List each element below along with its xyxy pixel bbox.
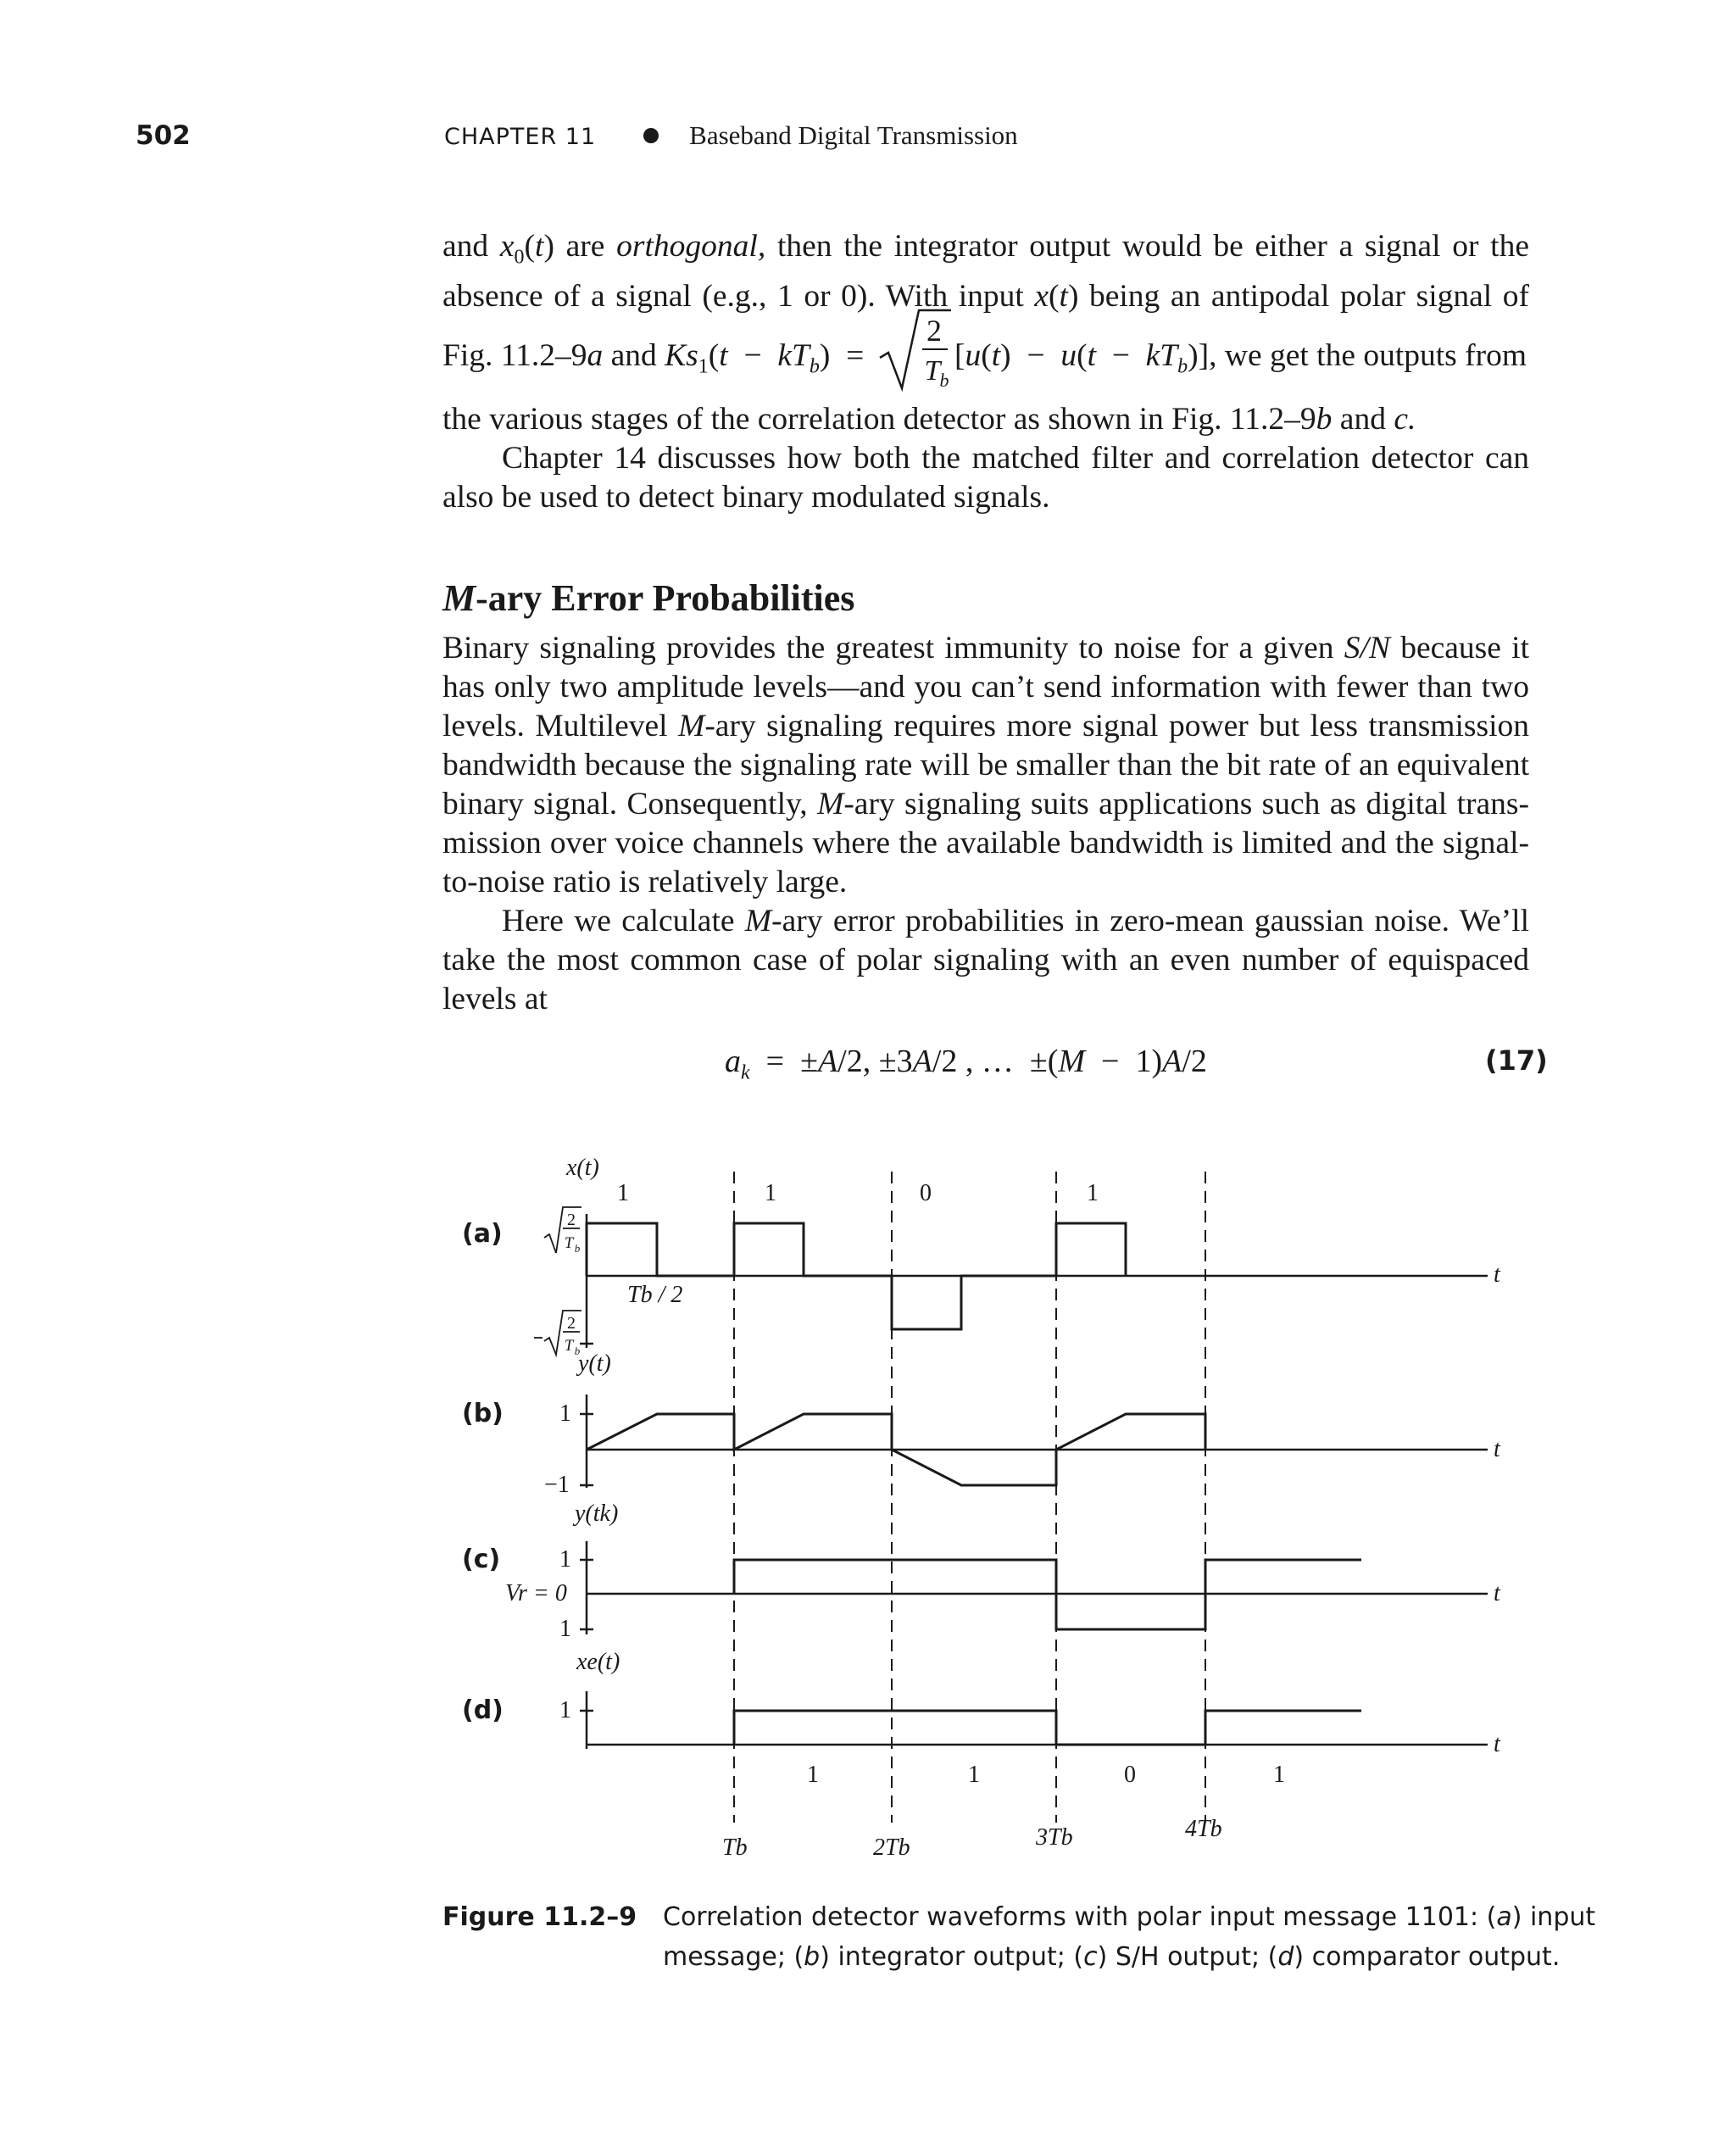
panel-label-c: (c) xyxy=(462,1545,501,1574)
text-line: mission over voice channels where the available bandwidth is limited and the signal- xyxy=(442,826,1529,860)
text-line: absence of a signal (e.g., 1 or 0). With input x(t) being an antipodal polar signal of xyxy=(442,278,1529,314)
running-head xyxy=(444,120,1018,151)
page-number: 502 xyxy=(136,120,191,151)
text-line: binary signal. Consequently, M-ary signaling suits applications such as digital trans- xyxy=(442,787,1529,821)
level-c-ref: Vr = 0 xyxy=(505,1580,567,1606)
input-bit-1: 1 xyxy=(617,1180,629,1206)
neg-sqrt-2-over-tb-icon xyxy=(534,1311,581,1355)
time-tick-tb: Tb xyxy=(722,1834,748,1861)
time-label-d: t xyxy=(1494,1731,1500,1757)
text-line: Binary signaling provides the greatest immunity to noise for a given S/N because it xyxy=(442,631,1530,665)
output-bit-2: 1 xyxy=(968,1762,980,1788)
signal-label-y: y(t) xyxy=(578,1350,611,1377)
svg-text:T: T xyxy=(564,1234,574,1252)
text-line: to-noise ratio is relatively large. xyxy=(442,865,848,899)
text-line: levels. Multilevel M-ary signaling requires more signal power but less transmission xyxy=(442,709,1529,743)
signal-label-ytk: y(tk) xyxy=(575,1500,619,1527)
text-line: and $x_0(t)$ are orthogonal, then the integrator output would be either a signal or the xyxy=(442,229,1529,269)
input-bit-4: 1 xyxy=(1087,1180,1099,1206)
level-c-pos: 1 xyxy=(559,1546,571,1573)
sqrt-2-over-tb-icon xyxy=(544,1207,581,1253)
signal-label-xe: xe(t) xyxy=(576,1649,620,1675)
paragraph-1-end xyxy=(442,400,1529,517)
paragraph-1 xyxy=(442,227,1529,316)
section-heading: M-ary Error Probabilities xyxy=(442,577,855,619)
time-label-c: t xyxy=(1494,1580,1500,1606)
chapter-title: Baseband Digital Transmission xyxy=(689,120,1018,150)
waveform-b xyxy=(587,1414,1205,1485)
paragraph-3 xyxy=(442,629,1529,1019)
time-tick-4tb: 4Tb xyxy=(1185,1816,1222,1842)
input-bit-2: 1 xyxy=(765,1180,776,1206)
equation-line: Fig. 11.2–9a and $Ks_1(t - kT_b)$ = 2 T b $[u(t) - u(t - kT_b)]$, we get the outputs from xyxy=(442,307,1529,392)
caption-line: message; (b) integrator output; (c) S/H output; (d) comparator output. xyxy=(663,1942,1561,1972)
level-b-neg: −1 xyxy=(544,1472,570,1498)
sqrt-symbol xyxy=(876,307,953,392)
time-label-b: t xyxy=(1494,1436,1500,1462)
time-label-a: t xyxy=(1494,1261,1500,1288)
waveform-d xyxy=(734,1711,1361,1745)
svg-text:2: 2 xyxy=(567,1314,576,1333)
svg-text:b: b xyxy=(939,370,949,391)
svg-text:b: b xyxy=(574,1242,581,1255)
panel-label-b: (b) xyxy=(462,1399,504,1428)
svg-text:2: 2 xyxy=(926,314,942,348)
panel-label-d: (d) xyxy=(462,1695,504,1725)
equation-17: $a_k = \pm A/2$, ±3A/2 , … ±(M − 1)A/2 xyxy=(725,1044,1207,1084)
equation-number: (17) xyxy=(1485,1044,1548,1077)
level-c-neg: 1 xyxy=(559,1616,571,1642)
text-line: Here we calculate M-ary error probabilities in zero-mean gaussian noise. We’ll xyxy=(502,904,1529,938)
svg-text:T: T xyxy=(924,355,941,387)
svg-text:T: T xyxy=(564,1337,574,1355)
text-line: Chapter 14 discusses how both the matched filter and correlation detector can xyxy=(502,441,1529,476)
signal-label-x: x(t) xyxy=(566,1155,599,1181)
text-line: the various stages of the correlation detector as shown in Fig. 11.2–9b and c. xyxy=(442,402,1416,437)
input-bit-3: 0 xyxy=(920,1180,932,1206)
svg-text:b: b xyxy=(574,1345,581,1357)
caption-line: Correlation detector waveforms with polar input message 1101: (a) input xyxy=(663,1902,1596,1932)
half-period-label: Tb / 2 xyxy=(627,1282,683,1308)
bullet-icon xyxy=(643,128,659,143)
text-line: take the most common case of polar signaling with an even number of equispaced xyxy=(442,943,1529,977)
time-tick-3tb: 3Tb xyxy=(1036,1824,1073,1851)
level-d-pos: 1 xyxy=(559,1697,571,1723)
output-bit-4: 1 xyxy=(1273,1762,1285,1788)
text-line: also be used to detect binary modulated signals. xyxy=(442,480,1050,515)
panel-label-a: (a) xyxy=(462,1219,503,1249)
time-tick-2tb: 2Tb xyxy=(873,1834,910,1861)
text-line: levels at xyxy=(442,982,548,1016)
text-line: bandwidth because the signaling rate will be smaller than the bit rate of an equivalent xyxy=(442,748,1529,782)
output-bit-3: 0 xyxy=(1124,1762,1136,1788)
figure-label: Figure 11.2–9 xyxy=(442,1902,637,1932)
svg-text:2: 2 xyxy=(567,1211,576,1229)
text-line: has only two amplitude levels—and you can’t send information with fewer than two xyxy=(442,670,1529,704)
output-bit-1: 1 xyxy=(807,1762,819,1788)
waveform-a xyxy=(587,1223,1126,1329)
figure-caption xyxy=(663,1897,1596,1977)
waveform-c xyxy=(734,1560,1361,1629)
level-b-pos: 1 xyxy=(559,1400,571,1427)
chapter-label: CHAPTER 11 xyxy=(444,124,597,150)
